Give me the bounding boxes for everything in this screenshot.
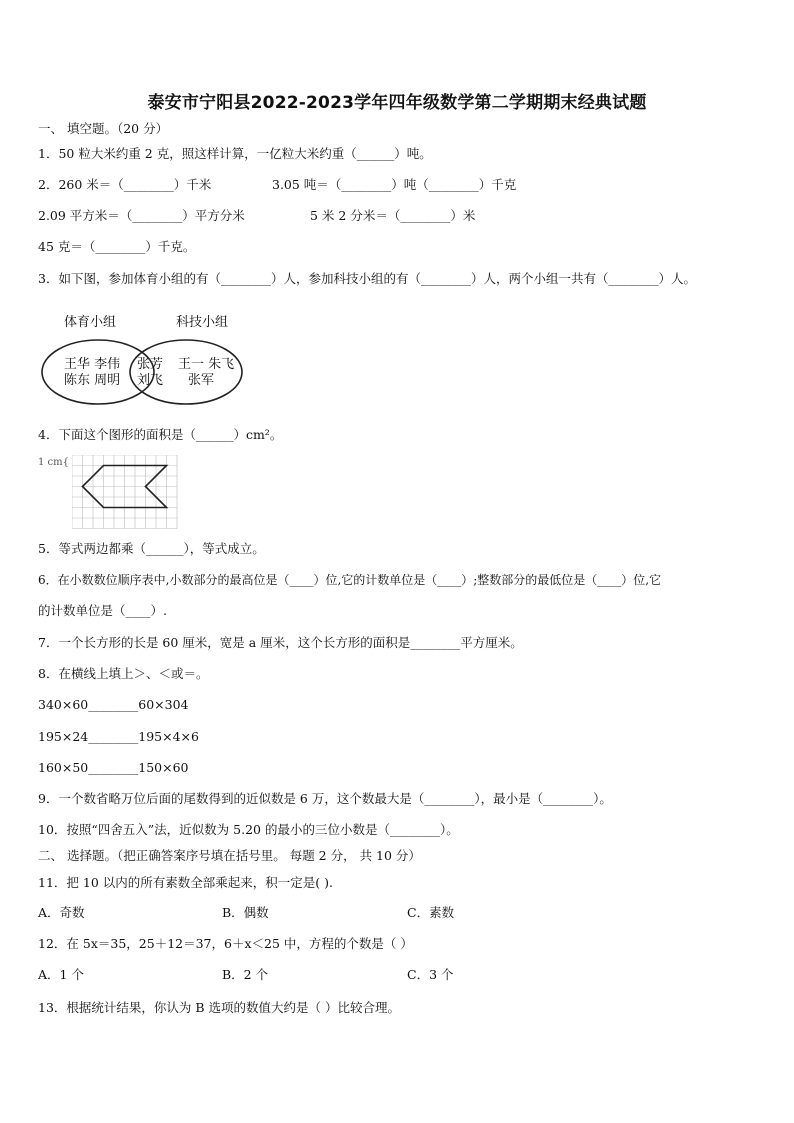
question-12-option-a: A．1 个 (38, 967, 84, 982)
question-2-part-b: 3.05 吨＝（________）吨（________）千克 (272, 177, 517, 192)
question-7: 7．一个长方形的长是 60 厘米，宽是 a 厘米，这个长方形的面积是________平方厘米。 (38, 635, 523, 650)
question-8-item-3: 160×50________150×60 (38, 760, 189, 775)
question-1: 1．50 粒大米约重 2 克，照这样计算，一亿粒大米约重（______）吨。 (38, 146, 432, 161)
venn-left-names-2: 陈东 周明 (64, 373, 121, 388)
question-5: 5．等式两边都乘（______），等式成立。 (38, 541, 265, 556)
grid-figure (72, 455, 180, 533)
question-2-part-e: 45 克＝（________）千克。 (38, 239, 196, 254)
question-12-option-c: C．3 个 (407, 967, 454, 982)
venn-left-label: 体育小组 (64, 315, 117, 330)
venn-right-label: 科技小组 (176, 315, 229, 330)
page-title: 泰安市宁阳县2022-2023学年四年级数学第二学期期末经典试题 (147, 93, 647, 113)
venn-left-names-1: 王华 李伟 (64, 357, 121, 372)
question-8: 8．在横线上填上＞、＜或＝。 (38, 666, 209, 681)
question-6-line-2: 的计数单位是（____）. (38, 603, 167, 618)
section-multiple-choice-heading: 二、 选择题。（把正确答案序号填在括号里。 每题 2 分， 共 10 分） (38, 848, 421, 863)
question-2-part-a: 2．260 米＝（________）千米 (38, 177, 212, 192)
question-2-part-d: 5 米 2 分米＝（________）米 (310, 208, 476, 223)
question-2-part-c: 2.09 平方米＝（________）平方分米 (38, 208, 245, 223)
question-12: 12．在 5x＝35，25＋12＝37，6＋x＜25 中，方程的个数是（ ） (38, 936, 413, 951)
question-11-option-c: C．素数 (407, 905, 455, 920)
question-11: 11．把 10 以内的所有素数全部乘起来，积一定是( ). (38, 875, 333, 890)
grid-scale-label: 1 cm{ (38, 457, 69, 468)
venn-right-names-1: 王一 朱飞 (178, 357, 235, 372)
venn-middle-names-1: 张芳 (137, 357, 164, 372)
question-11-option-a: A．奇数 (38, 905, 85, 920)
question-3: 3．如下图，参加体育小组的有（________）人，参加科技小组的有（________）人，两个小组一共有（________）人。 (38, 271, 696, 286)
question-8-item-2: 195×24________195×4×6 (38, 729, 199, 744)
question-10: 10．按照“四舍五入”法，近似数为 5.20 的最小的三位小数是（________）。 (38, 822, 459, 837)
venn-right-names-2: 张军 (188, 373, 215, 388)
question-8-item-1: 340×60________60×304 (38, 697, 189, 712)
question-12-option-b: B．2 个 (222, 967, 269, 982)
question-9: 9．一个数省略万位后面的尾数得到的近似数是 6 万，这个数最大是（________），最小是（________）。 (38, 791, 612, 806)
question-13: 13．根据统计结果，你认为 B 选项的数值大约是（ ）比较合理。 (38, 1000, 401, 1015)
question-11-option-b: B．偶数 (222, 905, 269, 920)
venn-middle-names-2: 刘飞 (137, 373, 164, 388)
section-fill-blank-heading: 一、 填空题。（20 分） (38, 121, 169, 136)
question-6-line-1: 6．在小数数位顺序表中,小数部分的最高位是（____）位,它的计数单位是（____）;整数部分的最低位是（____）位,它 (38, 573, 662, 587)
question-4: 4．下面这个图形的面积是（______）cm²。 (38, 427, 283, 442)
